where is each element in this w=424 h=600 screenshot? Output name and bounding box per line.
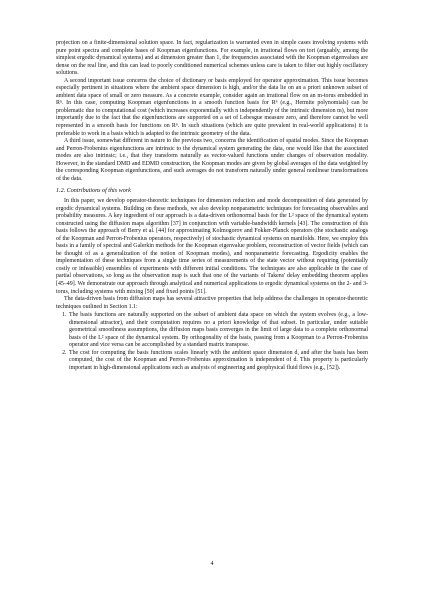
properties-list [56, 312, 368, 372]
list-item: 1. The basis functions are naturally supported on the subset of ambient data space on which the system evolves (e.g., a low-dimensional attractor), and their computation requires no a priori knowledge of that subset. In particular, under suitable geometrical smoothness assumptions, the diffusion maps basis converges in the limit of large data to a complete orthonormal basis of the L² space of the dynamical system. By orthogonality of the basis, passing from a Koopman to a Perron-Frobenius operator and vice versa can be accomplished by a standard matrix transpose. [68, 312, 368, 350]
paragraph-dictionary-issue: A second important issue concerns the choice of dictionary or basis employed for operator approximation. This issue becomes especially pertinent in situations where the ambient space dimension is high, and/or the data lie on an a priori unknown subset of ambient data space of small or zero measure. As a concrete example, consider again an irrational flow on an m-torus embedded in Rⁿ. In this case, computing Koopman eigenfunctions in a smooth function basis for Rⁿ (e.g., Hermite polynomials) can be problematic due to computational cost (which increases exponentially with n independently of the intrinsic dimension m), but more importantly due to the fact that the eigenfunctions are supported on a set of Lebesgue measure zero, and therefore cannot be well represented in a smooth basis for functions on Rⁿ. In such situations (which are quite prevalent in real-world applications) it is preferable to work in a basis which is adapted to the intrinsic geometry of the data. [56, 77, 368, 137]
paragraph-continuation: projection on a finite-dimensional solution space. In fact, regularization is warranted even in simple cases involving systems with pure point spectra and complete bases of Koopman eigenfunctions. For example, in irrational flows on tori (arguably, among the simplest ergodic dynamical systems) and at dimension greater than 1, the frequencies associated with the Koopman eigenvalues are dense on the real line, and this can lead to poorly conditioned numerical schemes unless care is taken to filter out highly oscillatory solutions. [56, 40, 368, 77]
page-number: 4 [210, 560, 214, 567]
subsection-heading: 1.2. Contributions of this work [56, 188, 131, 195]
list-item: 2. The cost for computing the basis functions scales linearly with the ambient space dimension d, and after the basis has been computed, the cost of the Koopman and Perron-Frobenius approximation is independent of d. This property is particularly important in high-dimensional applications such as analysis of engineering and geophysical fluid flows (e.g., [52]). [68, 350, 368, 373]
paragraph-basis-properties-intro: The data-driven basis from diffusion maps has several attractive properties that help address the challenges in operator-theoretic techniques outlined in Section 1.1: [56, 296, 368, 310]
paragraph-spatial-modes-issue: A third issue, somewhat different in nature to the previous two, concerns the identification of spatial modes. Since the Koopman and Perron-Frobenius eigenfunctions are intrinsic to the dynamical system generating the data, one would like that the associated modes are also intrinsic; i.e., that they transform naturally as vector-valued functions under changes of observation modality. However, in the standard DMD and EDMD construction, the Koopman modes are given by global averages of the data weighted by the corresponding Koopman eigenfunctions, and such averages do not transform naturally under general nonlinear transformations of the data. [56, 138, 368, 182]
paragraph-contributions: In this paper, we develop operator-theoretic techniques for dimension reduction and mode decomposition of data generated by ergodic dynamical systems. Building on these methods, we also develop nonparametric techniques for forecasting observables and probability measures. A key ingredient of our approach is a data-driven orthonormal basis for the L² space of the dynamical system constructed using the diffusion maps algorithm [37] in conjunction with variable-bandwidth kernels [43]. The construction of this basis follows the approach of Berry et al. [44] for approximating Kolmogorov and Fokker-Planck operators (the stochastic analogs of the Koopman and Perron-Frobenius operators, respectively) of stochastic dynamical systems on manifolds. Here, we employ this basis in a family of spectral and Galerkin methods for the Koopman eigenvalue problem, reconstruction of vector fields (which can be thought of as a generalization of the notion of Koopman modes), and nonparametric forecasting. Ergodicity enables the implementation of these techniques from a single time series of measurements of the state vector without requiring (potentially costly or infeasible) ensembles of experiments with different initial conditions. The techniques are also applicable in the case of partial observations, so long as the observation map is such that one of the variants of Takens' delay embedding theorem applies [45–49]. We demonstrate our approach through analytical and numerical applications to ergodic dynamical systems on the 2- and 3-torus, including systems with mixing [50] and fixed points [51]. [56, 197, 368, 295]
